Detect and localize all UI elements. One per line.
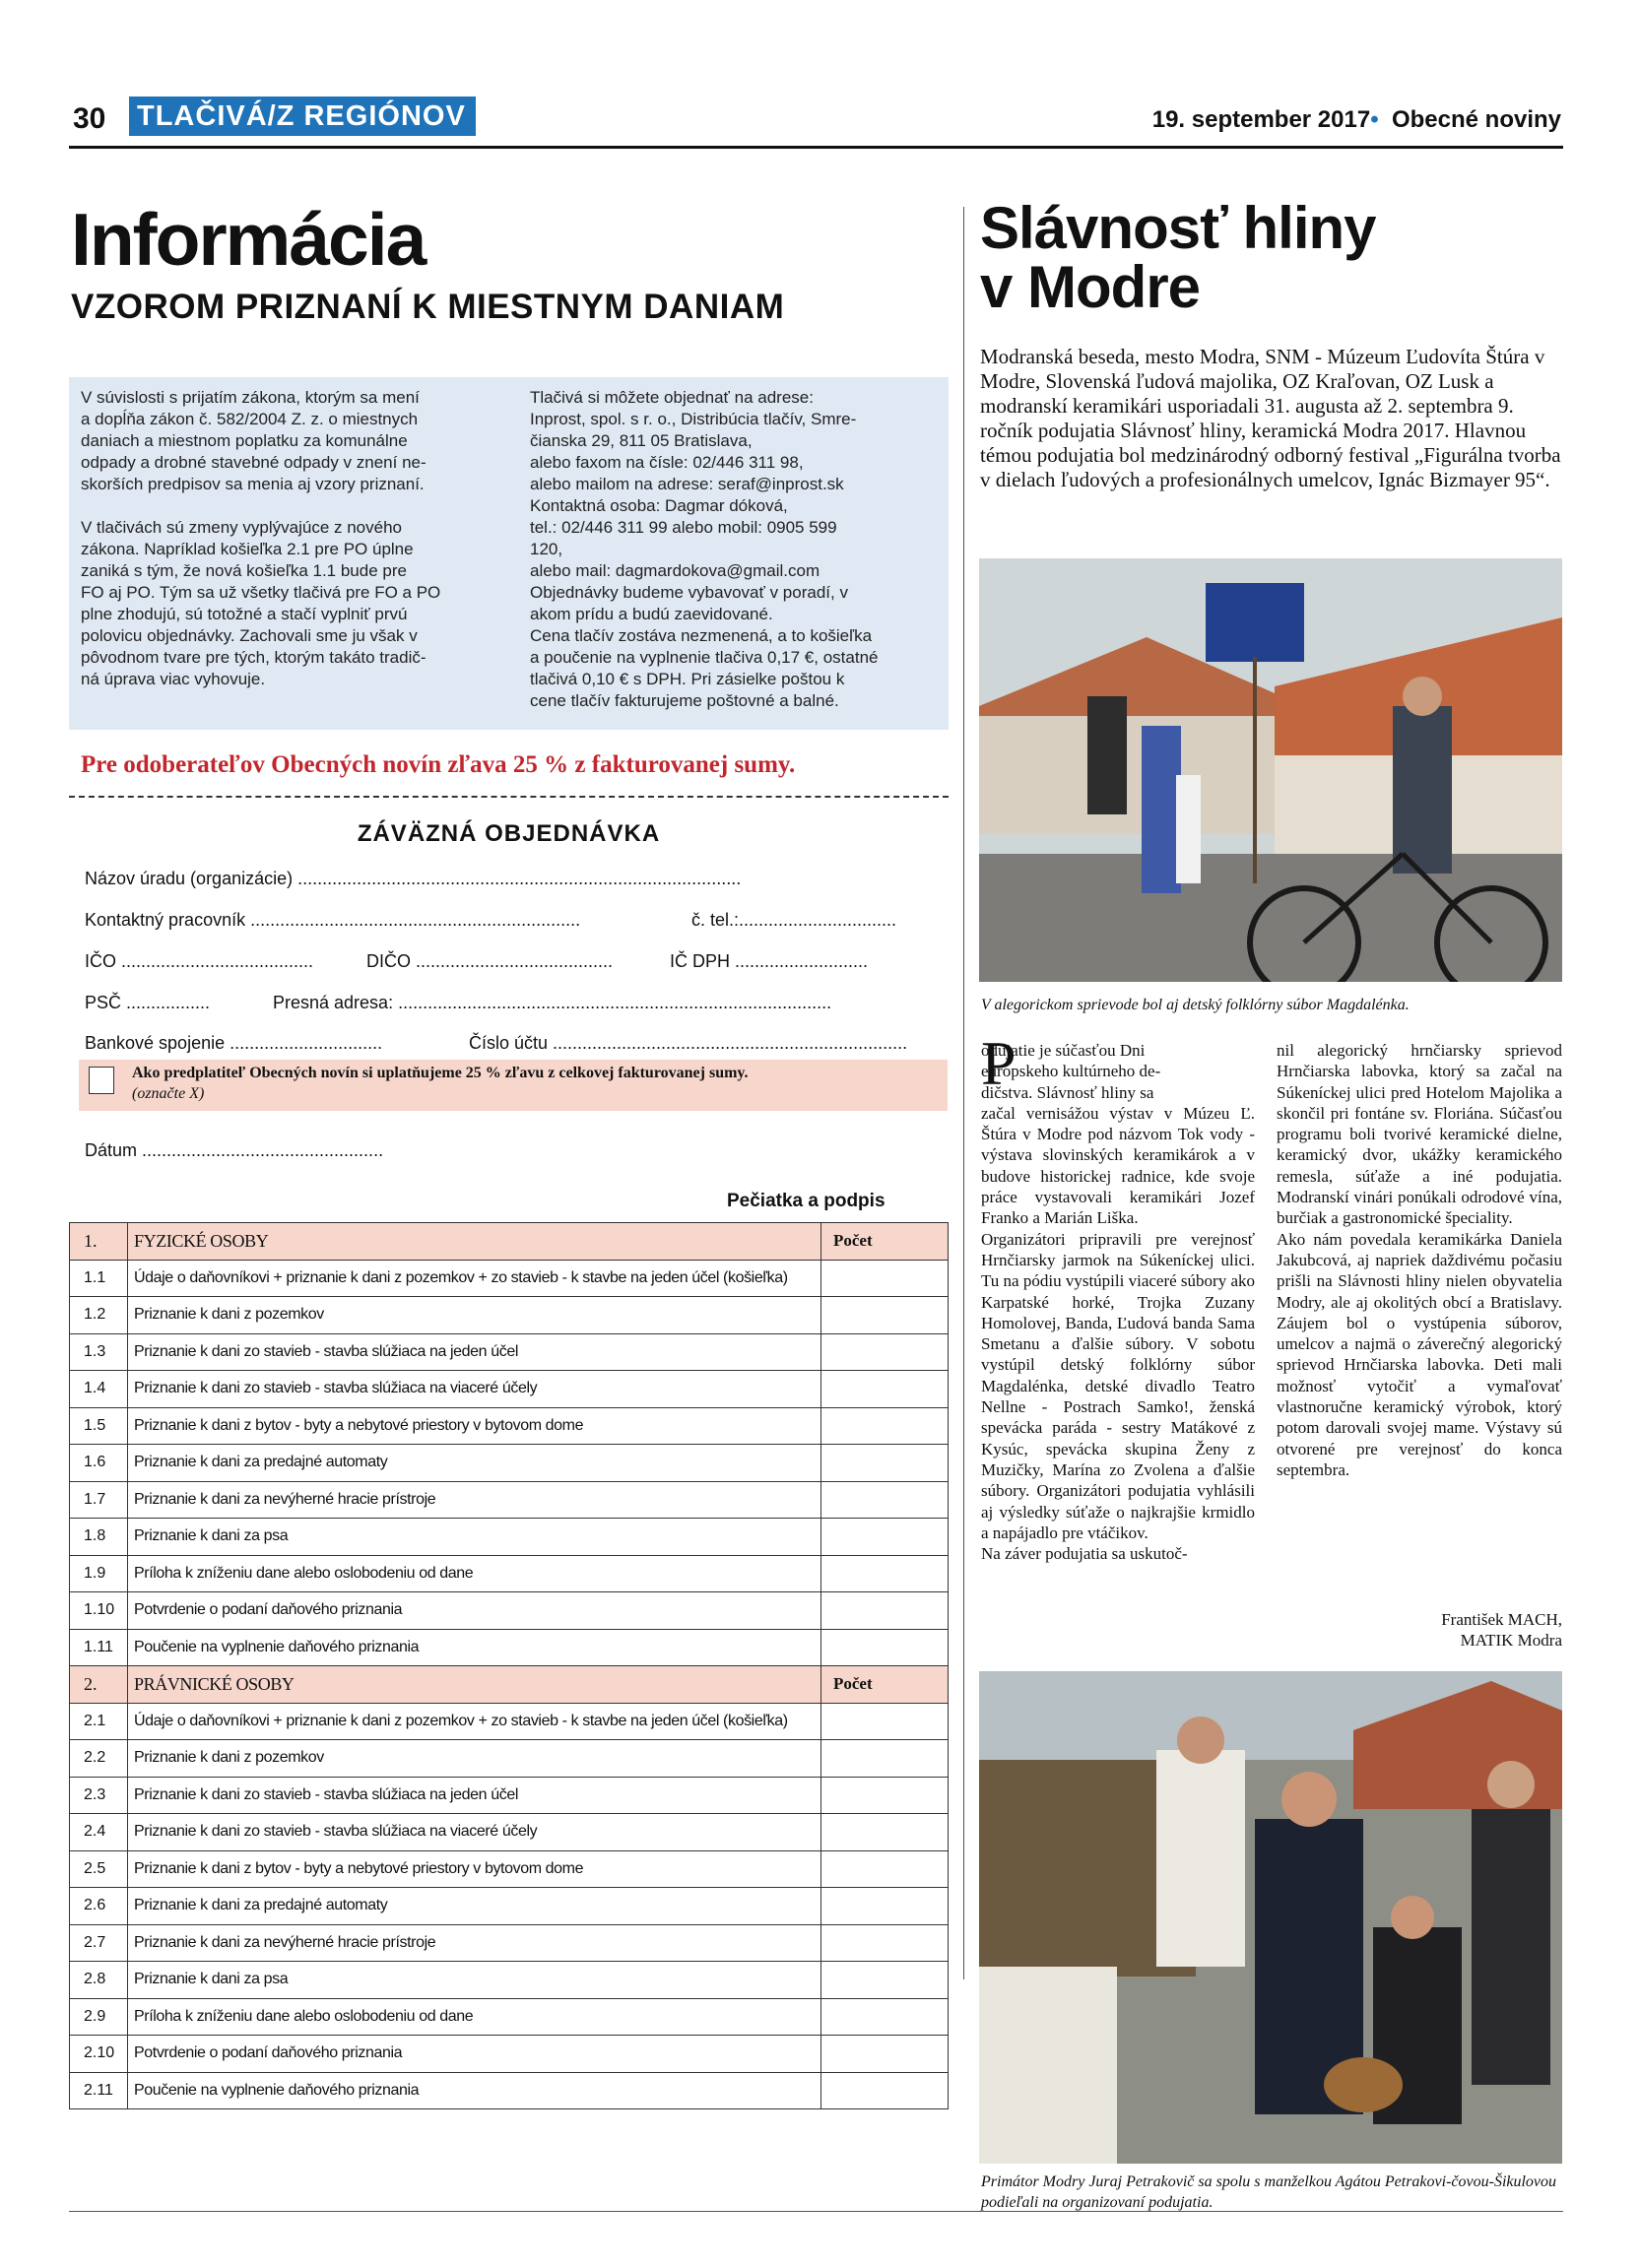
count-input-cell[interactable]: [821, 1629, 949, 1666]
form-description: Príloha k zníženiu dane alebo oslobodeniu od dane: [128, 1555, 821, 1592]
article-subtitle: VZOROM PRIZNANÍ K MIESTNYM DANIAM: [71, 288, 785, 326]
discount-banner: Pre odoberateľov Obecných novín zľava 25 % z fakturovanej sumy.: [81, 751, 796, 778]
form-description: Potvrdenie o podaní daňového priznania: [128, 2036, 821, 2073]
form-number: 2.10: [70, 2036, 128, 2073]
column-divider: [963, 207, 964, 1979]
table-row: [70, 1814, 949, 1851]
count-input-cell[interactable]: [821, 1555, 949, 1592]
info-text-right: Tlačivá si môžete objednať na adrese: Inprost, spol. s r. o., Distribúcia tlačív, Smre- čianska 29, 811 05 Bratislava, alebo faxom na čísle: 02/446 311 98, alebo mailom na adrese: seraf@inprost.sk Kontaktná osoba: Dagmar dóková, tel.: 02/446 311 99 alebo mobil: 0905 599 120, alebo mail: dagmardokova@gmail.com Objednávky budeme vybavovať v poradí, v akom prídu a budú zaevidované. Cena tlačív zostáva nezmenená, a to košieľka a poučenie na vyplnenie tlačiva 0,17 €, ostatné tlačivá 0,10 € s DPH. Pri zásielke poštou k cene tlačív fakturujeme poštovné a balné.: [530, 388, 879, 710]
footer-rule: [69, 2211, 1563, 2212]
count-input-cell[interactable]: [821, 1445, 949, 1482]
form-description: Priznanie k dani z bytov - byty a nebytové priestory v bytovom dome: [128, 1850, 821, 1888]
form-description: Potvrdenie o podaní daňového priznania: [128, 1592, 821, 1630]
dic-field[interactable]: DIČO ........................................: [366, 951, 614, 971]
count-input-cell[interactable]: [821, 2036, 949, 2073]
count-input-cell[interactable]: [821, 1924, 949, 1962]
photo-caption-2: Primátor Modry Juraj Petrakovič sa spolu s manželkou Agátou Petrakovi-čovou-Šikulovou podieľali na organizovaní podujatia.: [981, 2173, 1557, 2211]
table-row: [70, 2036, 949, 2073]
table-row: [70, 1850, 949, 1888]
table-row: [70, 1555, 949, 1592]
page-number: 30: [73, 102, 106, 135]
table-row: [70, 1407, 949, 1445]
subscriber-checkbox-label: Ako predplatiteľ Obecných novín si uplatňujeme 25 % zľavu z celkovej fakturovanej sumy.: [132, 1065, 749, 1081]
parade-photo: [979, 558, 1562, 982]
form-description: Priznanie k dani zo stavieb - stavba slúžiaca na jeden účel: [128, 1333, 821, 1371]
form-description: Priznanie k dani za psa: [128, 1519, 821, 1556]
form-number: 2.4: [70, 1814, 128, 1851]
count-header: Počet: [821, 1223, 949, 1261]
header-dateline: [1152, 106, 1561, 134]
section-title: FYZICKÉ OSOBY: [128, 1223, 821, 1261]
table-row: [70, 1740, 949, 1778]
story-lead: Modranská beseda, mesto Modra, SNM - Múzeum Ľudovíta Štúra v Modre, Slovenská ľudová majolika, OZ Kraľovan, OZ Lusk a modranskí keramikári usporiadali 31. augusta až 2. septembra 9. ročník podujatia Slávnosť hliny, keramická Modra 2017. Hlavnou témou podujatia bol medzinárodný odborný festival „Figurálna tvorba v dielach ľudových a profesionálnych umelcov, Ignác Bizmayer 95“.: [980, 345, 1561, 491]
info-text-left: V súvislosti s prijatím zákona, ktorým sa mení a dopĺňa zákon č. 582/2004 Z. z. o miestnych daniach a miestnom poplatku za komunálne odpady a drobné stavebné odpady v znení ne- skorších predpisov sa menia aj vzory priznaní. V tlačivách sú zmeny vyplývajúce z nového zákona. Napríklad košieľka 2.1 pre PO úplne zaniká s tým, že nová košieľka 1.1 bude pre FO aj PO. Tým sa už všetky tlačivá pre FO a PO plne zhodujú, sú totožné a stačí vyplniť prvú polovicu objednávky. Zachovali sme ju však v pôvodnom tvare pre tých, ktorým takáto tradič- ná úprava viac vyhovuje.: [81, 388, 441, 688]
count-input-cell[interactable]: [821, 1260, 949, 1297]
form-number: 1.1: [70, 1260, 128, 1297]
form-description: Priznanie k dani zo stavieb - stavba slúžiaca na jeden účel: [128, 1777, 821, 1814]
count-input-cell[interactable]: [821, 1962, 949, 1999]
cut-line: [69, 796, 949, 798]
date-field[interactable]: Dátum .................................................: [85, 1140, 384, 1160]
story-body-col1: odujatie je súčasťou Dni európskeho kultúrneho de- dičstva. Slávnosť hliny sa začal vernisážou výstav v Múzeu Ľ. Štúra v Modre pod názvom Tok vody - výstava slovinských keramikárok a v budove historickej radnice, kde svoje práce vystavovali keramikári Jozef Franko a Marián Liška. Organizátori pripravili pre verejnosť Hrnčiarsky jarmok na Súkeníckej ulici. Tu na pódiu vystúpili viaceré súbory ako Karpatské horké, Trojka Zuzany Homolovej, Banda, Ľudová banda Sama Smetanu a ďalšie súbory. V sobotu vystúpil detský folklórny súbor Magdalénka, detské divadlo Teatro Nellne - Postrach Samko!, ženská spevácka paráda - sestry Matákové z Kysúc, spevácka skupina Ženy z Muzičky, Marína zo Zvolena a ďalšie súbory. Organizátori podujatia vyhlásili aj výsledky súťaže o najkrajšie krmidlo a napájadlo pre vtáčikov. Na záver podujatia sa uskutoč-: [981, 1041, 1255, 1564]
section-label: TLAČIVÁ/Z REGIÓNOV: [129, 97, 476, 136]
table-row: [70, 1371, 949, 1408]
form-description: Priznanie k dani z pozemkov: [128, 1740, 821, 1778]
table-section-header: [70, 1666, 949, 1704]
form-number: 1.10: [70, 1592, 128, 1630]
table-row: [70, 1260, 949, 1297]
contact-field[interactable]: Kontaktný pracovník ...................................................................: [85, 910, 581, 930]
form-number: 2.8: [70, 1962, 128, 1999]
table-section-header: [70, 1223, 949, 1261]
paper-name: Obecné noviny: [1391, 106, 1561, 133]
table-row: [70, 1629, 949, 1666]
form-description: Priznanie k dani za predajné automaty: [128, 1888, 821, 1925]
form-number: 2.2: [70, 1740, 128, 1778]
count-input-cell[interactable]: [821, 1777, 949, 1814]
drop-cap: P: [981, 1028, 1017, 1098]
form-number: 1.11: [70, 1629, 128, 1666]
count-input-cell[interactable]: [821, 1407, 949, 1445]
photo-caption-1: V alegorickom sprievode bol aj detský folklórny súbor Magdalénka.: [981, 997, 1410, 1013]
mayor-photo-illustration: [979, 1671, 1562, 2164]
count-input-cell[interactable]: [821, 1998, 949, 2036]
form-description: Údaje o daňovníkovi + priznanie k dani z pozemkov + zo stavieb - k stavbe na jeden účel (košieľka): [128, 1703, 821, 1740]
form-number: 2.3: [70, 1777, 128, 1814]
form-number: 2.11: [70, 2072, 128, 2109]
count-input-cell[interactable]: [821, 1519, 949, 1556]
form-description: Priznanie k dani za nevýherné hracie prístroje: [128, 1481, 821, 1519]
story-title: Slávnosť hliny v Modre: [980, 195, 1376, 320]
table-row: [70, 1592, 949, 1630]
table-row: [70, 1703, 949, 1740]
form-description: Priznanie k dani za psa: [128, 1962, 821, 1999]
author-signature: František MACH, MATIK Modra: [1441, 1610, 1562, 1651]
article-title: Informácia: [71, 198, 426, 281]
account-field[interactable]: Číslo účtu ........................................................................: [469, 1033, 908, 1053]
form-description: Priznanie k dani z pozemkov: [128, 1297, 821, 1334]
table-row: [70, 1962, 949, 1999]
form-number: 2.6: [70, 1888, 128, 1925]
count-input-cell[interactable]: [821, 1333, 949, 1371]
form-number: 1.2: [70, 1297, 128, 1334]
section-number: 2.: [70, 1666, 128, 1704]
psc-field[interactable]: PSČ .................: [85, 993, 211, 1012]
count-input-cell[interactable]: [821, 1297, 949, 1334]
table-row: [70, 1998, 949, 2036]
count-input-cell[interactable]: [821, 1592, 949, 1630]
count-input-cell[interactable]: [821, 1703, 949, 1740]
form-description: Priznanie k dani zo stavieb - stavba slúžiaca na viaceré účely: [128, 1371, 821, 1408]
form-number: 1.4: [70, 1371, 128, 1408]
form-number: 1.9: [70, 1555, 128, 1592]
form-number: 2.5: [70, 1850, 128, 1888]
section-number: 1.: [70, 1223, 128, 1261]
form-description: Priznanie k dani za nevýherné hracie prístroje: [128, 1924, 821, 1962]
form-description: Priznanie k dani z bytov - byty a nebytové priestory v bytovom dome: [128, 1407, 821, 1445]
forms-order-table: [69, 1222, 949, 2109]
table-row: [70, 1924, 949, 1962]
mayor-photo: [979, 1671, 1562, 2164]
table-row: [70, 2072, 949, 2109]
header-rule: [69, 146, 1563, 149]
table-row: [70, 1445, 949, 1482]
count-input-cell[interactable]: [821, 1740, 949, 1778]
form-description: Priznanie k dani za predajné automaty: [128, 1445, 821, 1482]
form-description: Poučenie na vyplnenie daňového priznania: [128, 2072, 821, 2109]
count-input-cell[interactable]: [821, 1371, 949, 1408]
count-input-cell[interactable]: [821, 2072, 949, 2109]
icdph-field[interactable]: IČ DPH ...........................: [670, 951, 869, 971]
form-number: 1.6: [70, 1445, 128, 1482]
table-row: [70, 1297, 949, 1334]
phone-field[interactable]: č. tel.:................................: [691, 910, 897, 930]
stamp-signature-label: Pečiatka a podpis: [727, 1191, 886, 1211]
table-row: [70, 1519, 949, 1556]
count-input-cell[interactable]: [821, 1850, 949, 1888]
office-field[interactable]: Názov úradu (organizácie) ..........................................................................................: [85, 869, 742, 888]
form-number: 2.9: [70, 1998, 128, 2036]
form-number: 1.7: [70, 1481, 128, 1519]
address-field[interactable]: Presná adresa: ........................................................................................: [273, 993, 832, 1012]
count-input-cell[interactable]: [821, 1814, 949, 1851]
story-body-col2: nil alegorický hrnčiarsky sprievod Hrnčiarska labovka, ktorý sa začal na Súkeníckej ulici pred Hotelom Majolika a skončil pri fontáne sv. Floriána. Súčasťou programu boli tvorivé keramické dielne, keramický dvor, ukážky keramického remesla, súťaže a iné podujatia. Modranskí vinári ponúkali odrodové vína, burčiak a gastronomické špeciality. Ako nám povedala keramikárka Daniela Jakubcová, aj napriek daždivému počasiu prišli na Slávnosti hliny nielen obyvatelia Modry, ale aj okolitých obcí a Bratislavy. Záujem bol o vystúpenia súborov, umelcov a najmä o záverečný alegorický sprievod Hrnčiarska labovka. Deti mali možnosť vytočiť a vymaľovať vlastnoručne keramický výrobok, ktorý potom darovali svojej mame. Výstavy sú otvorené pre verejnosť do konca septembra.: [1277, 1041, 1562, 1479]
form-number: 1.5: [70, 1407, 128, 1445]
dateline-dot: •: [1370, 106, 1379, 133]
ico-field[interactable]: IČO .......................................: [85, 951, 314, 971]
count-input-cell[interactable]: [821, 1481, 949, 1519]
table-row: [70, 1481, 949, 1519]
parade-photo-illustration: [979, 558, 1562, 982]
count-header: Počet: [821, 1666, 949, 1704]
table-row: [70, 1888, 949, 1925]
bank-field[interactable]: Bankové spojenie ...............................: [85, 1033, 383, 1053]
table-row: [70, 1333, 949, 1371]
form-description: Údaje o daňovníkovi + priznanie k dani z pozemkov + zo stavieb - k stavbe na jeden účel (košieľka): [128, 1260, 821, 1297]
form-description: Priznanie k dani zo stavieb - stavba slúžiaca na viaceré účely: [128, 1814, 821, 1851]
count-input-cell[interactable]: [821, 1888, 949, 1925]
form-number: 1.3: [70, 1333, 128, 1371]
table-row: [70, 1777, 949, 1814]
form-number: 1.8: [70, 1519, 128, 1556]
order-form-title: ZÁVÄZNÁ OBJEDNÁVKA: [357, 820, 661, 847]
form-number: 2.7: [70, 1924, 128, 1962]
issue-date: 19. september 2017: [1151, 106, 1371, 133]
subscriber-checkbox[interactable]: [89, 1067, 114, 1094]
form-number: 2.1: [70, 1703, 128, 1740]
form-description: Poučenie na vyplnenie daňového priznania: [128, 1629, 821, 1666]
subscriber-checkbox-note: (označte X): [132, 1085, 205, 1102]
form-description: Príloha k zníženiu dane alebo oslobodeniu od dane: [128, 1998, 821, 2036]
section-title: PRÁVNICKÉ OSOBY: [128, 1666, 821, 1704]
